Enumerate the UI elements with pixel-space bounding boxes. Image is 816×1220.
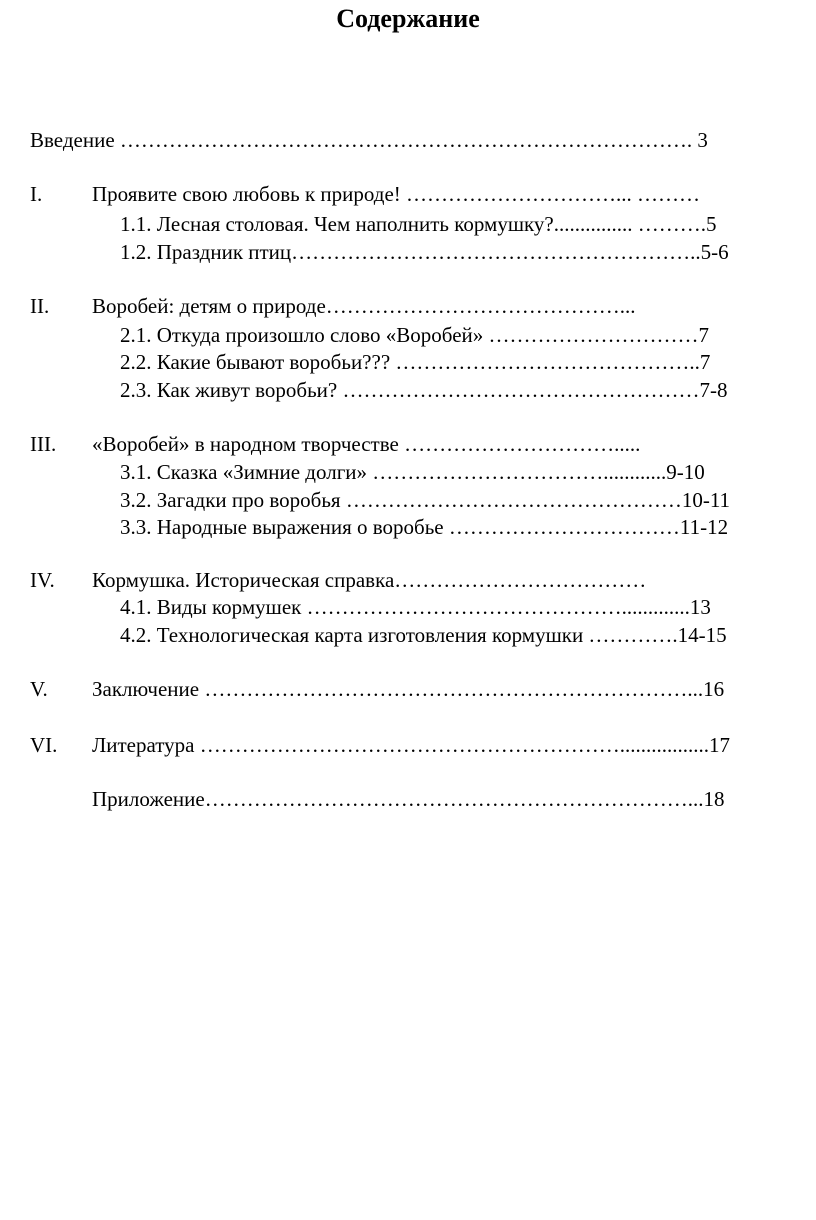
toc-subitem: 3.2. Загадки про воробья …………………………………………10-11 [120, 488, 731, 512]
section-heading: Литература …………………………………………………….................17 [92, 733, 730, 757]
section-numeral: II. [30, 294, 50, 318]
toc-subitem: 2.1. Откуда произошло слово «Воробей» …………………………7 [120, 323, 710, 347]
toc-intro: Введение ………………………………………………………………………. 3 [30, 128, 708, 152]
toc-subitem: 2.3. Как живут воробьи? ……………………………………………7-8 [120, 378, 728, 402]
section-heading: Заключение ……………………………………………………………...16 [92, 677, 725, 701]
section-numeral: IV. [30, 568, 55, 592]
section-heading: «Воробей» в народном творчестве …………………………..... [92, 432, 641, 456]
toc-subitem: 3.3. Народные выражения о воробье ……………………………11-12 [120, 515, 729, 539]
page-title: Содержание [336, 4, 480, 33]
section-heading: Проявите свою любовь к природе! …………………………... ……… [92, 182, 701, 206]
toc-subitem: 4.1. Виды кормушек ……………………………………….............13 [120, 595, 711, 619]
toc-subitem: 1.1. Лесная столовая. Чем наполнить кормушку?............... ……….5 [120, 212, 717, 236]
toc-subitem: 2.2. Какие бывают воробьи??? ……………………………………..7 [120, 350, 711, 374]
section-numeral: V. [30, 677, 48, 701]
toc-subitem: 1.2. Праздник птиц…………………………………………………..5-6 [120, 240, 729, 264]
section-heading: Кормушка. Историческая справка……………………………… [92, 568, 647, 592]
section-heading: Воробей: детям о природе……………………………………... [92, 294, 636, 318]
toc-subitem: 4.2. Технологическая карта изготовления кормушки ………….14-15 [120, 623, 727, 647]
toc-subitem: 3.1. Сказка «Зимние долги» ……………………………............9-10 [120, 460, 705, 484]
section-numeral: III. [30, 432, 57, 456]
toc-appendix: Приложение……………………………………………………………...18 [92, 787, 725, 811]
section-numeral: VI. [30, 733, 58, 757]
section-numeral: I. [30, 182, 43, 206]
